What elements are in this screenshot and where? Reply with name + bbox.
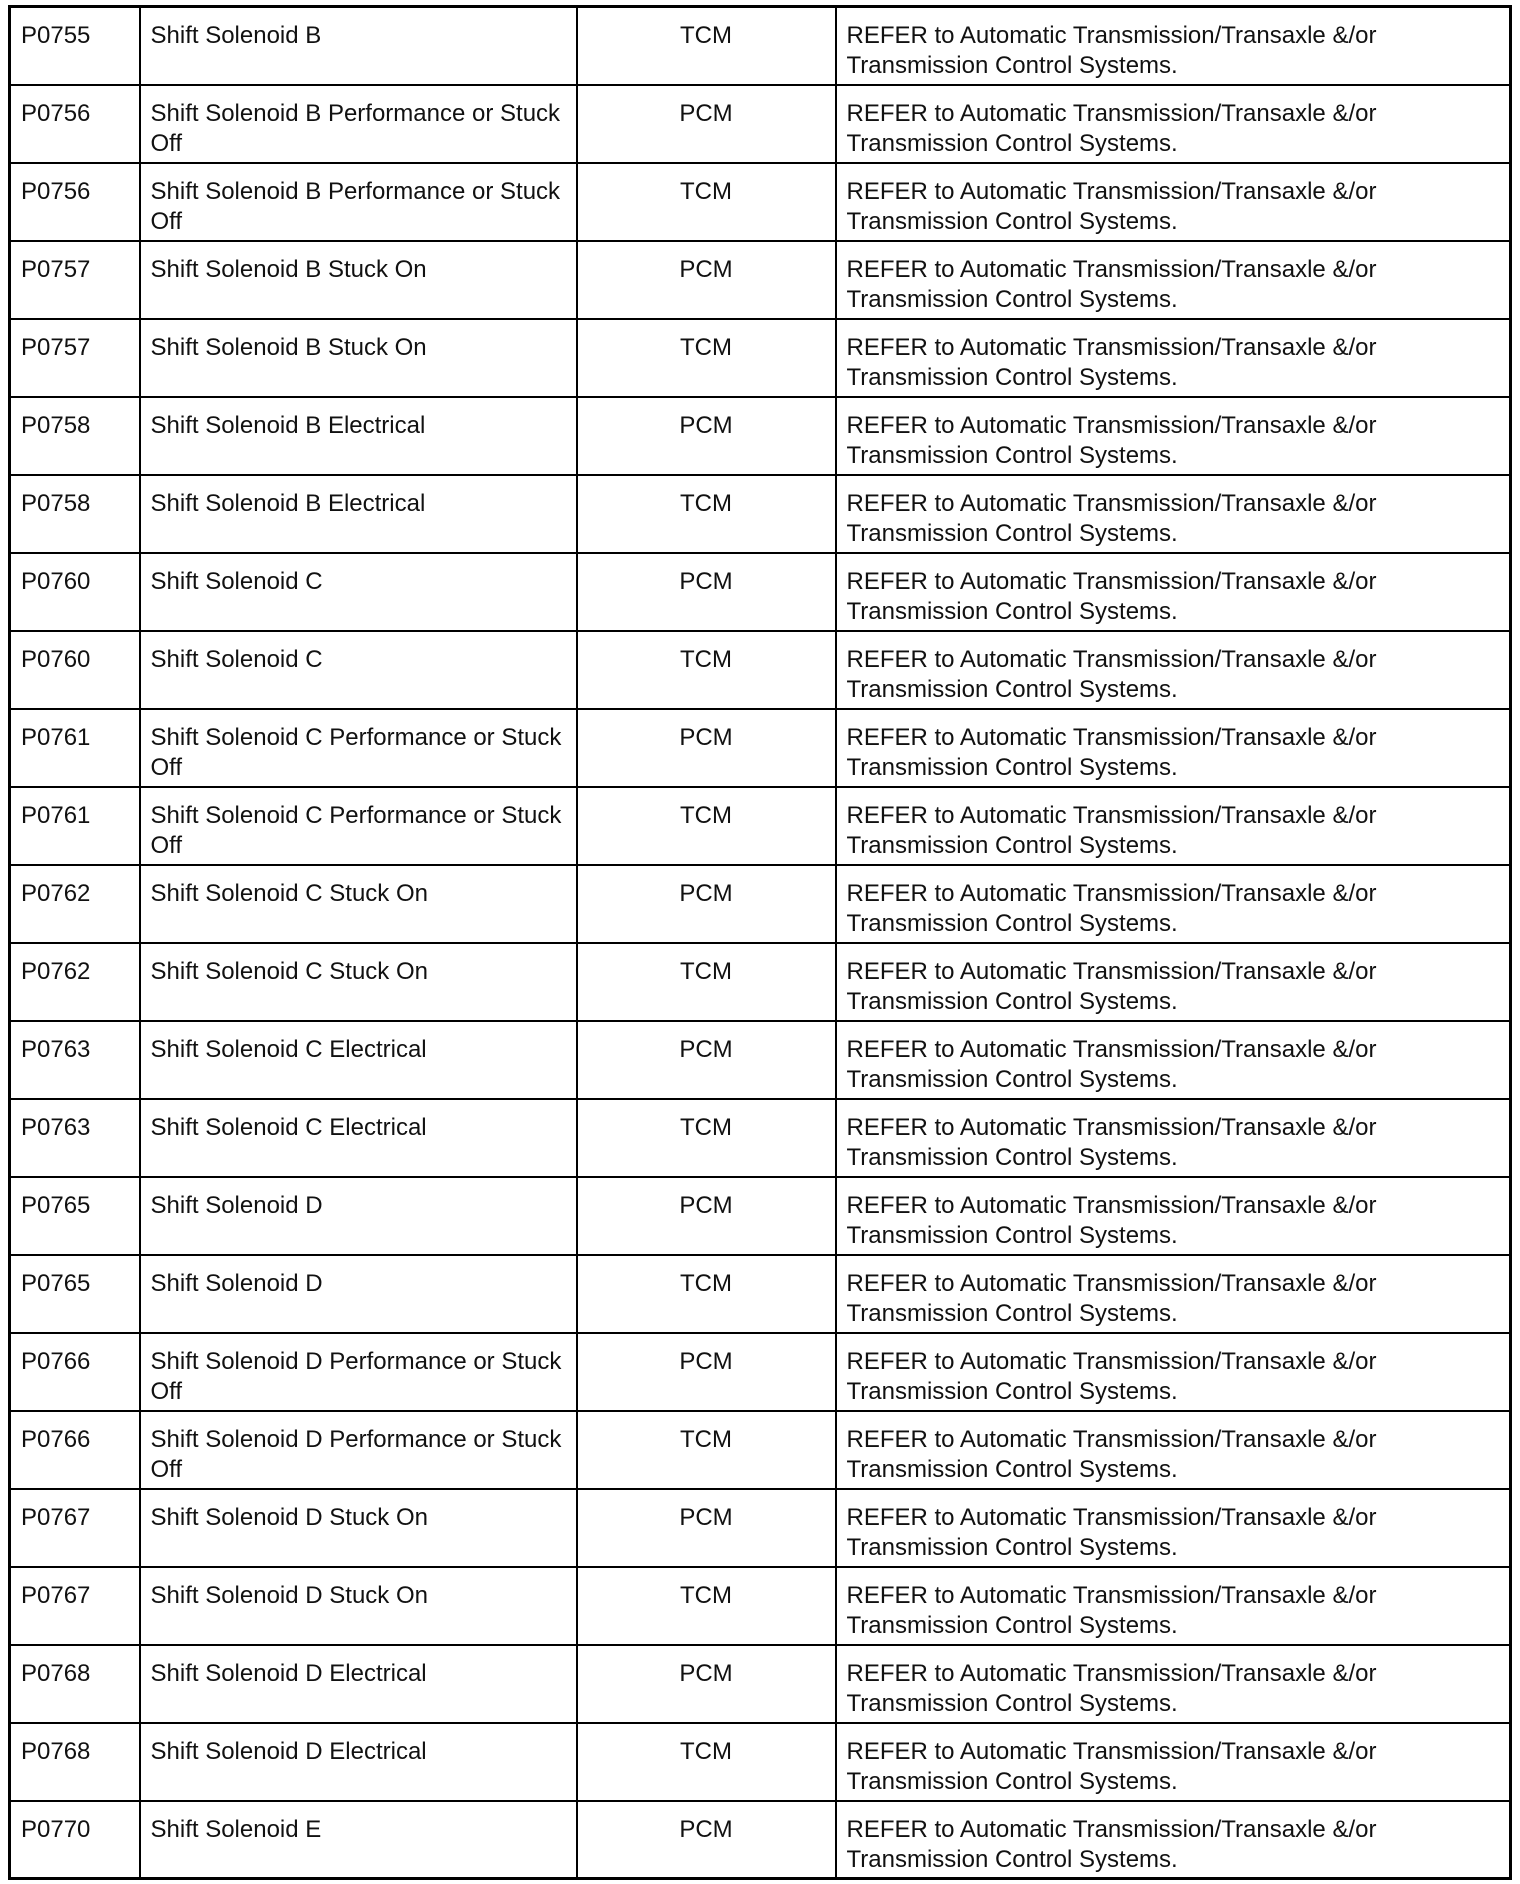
dtc-description-cell: Shift Solenoid B Performance or Stuck Off [140, 163, 577, 241]
action-cell: REFER to Automatic Transmission/Transaxle &/or Transmission Control Systems. [836, 787, 1511, 865]
dtc-description-cell: Shift Solenoid C Stuck On [140, 943, 577, 1021]
dtc-code-cell: P0766 [10, 1333, 140, 1411]
action-cell: REFER to Automatic Transmission/Transaxle &/or Transmission Control Systems. [836, 1567, 1511, 1645]
table-row [10, 1021, 1511, 1099]
dtc-description-cell: Shift Solenoid D [140, 1177, 577, 1255]
module-cell: PCM [577, 1177, 836, 1255]
dtc-description-cell: Shift Solenoid C [140, 553, 577, 631]
action-cell: REFER to Automatic Transmission/Transaxle &/or Transmission Control Systems. [836, 943, 1511, 1021]
table-row [10, 1411, 1511, 1489]
dtc-code-cell: P0755 [10, 7, 140, 85]
table-row [10, 397, 1511, 475]
table-row [10, 319, 1511, 397]
action-cell: REFER to Automatic Transmission/Transaxle &/or Transmission Control Systems. [836, 1333, 1511, 1411]
table-row [10, 1177, 1511, 1255]
module-cell: PCM [577, 709, 836, 787]
dtc-table [8, 5, 1512, 1880]
module-cell: TCM [577, 1099, 836, 1177]
dtc-code-cell: P0756 [10, 163, 140, 241]
dtc-description-cell: Shift Solenoid D Stuck On [140, 1567, 577, 1645]
dtc-description-cell: Shift Solenoid C Performance or Stuck Off [140, 709, 577, 787]
table-row [10, 631, 1511, 709]
action-cell: REFER to Automatic Transmission/Transaxle &/or Transmission Control Systems. [836, 475, 1511, 553]
dtc-description-cell: Shift Solenoid B Electrical [140, 397, 577, 475]
action-cell: REFER to Automatic Transmission/Transaxle &/or Transmission Control Systems. [836, 85, 1511, 163]
table-row [10, 865, 1511, 943]
table-row [10, 7, 1511, 85]
dtc-code-cell: P0761 [10, 709, 140, 787]
table-row [10, 1723, 1511, 1801]
action-cell: REFER to Automatic Transmission/Transaxle &/or Transmission Control Systems. [836, 1255, 1511, 1333]
table-row [10, 1099, 1511, 1177]
table-row [10, 943, 1511, 1021]
dtc-code-cell: P0770 [10, 1801, 140, 1879]
dtc-description-cell: Shift Solenoid E [140, 1801, 577, 1879]
dtc-description-cell: Shift Solenoid B [140, 7, 577, 85]
dtc-description-cell: Shift Solenoid B Stuck On [140, 319, 577, 397]
table-row [10, 787, 1511, 865]
dtc-description-cell: Shift Solenoid C Electrical [140, 1021, 577, 1099]
action-cell: REFER to Automatic Transmission/Transaxle &/or Transmission Control Systems. [836, 1489, 1511, 1567]
module-cell: TCM [577, 7, 836, 85]
dtc-code-cell: P0761 [10, 787, 140, 865]
action-cell: REFER to Automatic Transmission/Transaxle &/or Transmission Control Systems. [836, 241, 1511, 319]
dtc-code-cell: P0763 [10, 1021, 140, 1099]
table-row [10, 1255, 1511, 1333]
table-row [10, 1489, 1511, 1567]
table-row [10, 1333, 1511, 1411]
dtc-code-cell: P0758 [10, 397, 140, 475]
module-cell: TCM [577, 475, 836, 553]
module-cell: PCM [577, 1645, 836, 1723]
dtc-code-cell: P0767 [10, 1567, 140, 1645]
module-cell: PCM [577, 1021, 836, 1099]
dtc-description-cell: Shift Solenoid D Electrical [140, 1645, 577, 1723]
dtc-code-cell: P0768 [10, 1723, 140, 1801]
module-cell: TCM [577, 631, 836, 709]
action-cell: REFER to Automatic Transmission/Transaxle &/or Transmission Control Systems. [836, 1021, 1511, 1099]
module-cell: TCM [577, 943, 836, 1021]
action-cell: REFER to Automatic Transmission/Transaxle &/or Transmission Control Systems. [836, 1099, 1511, 1177]
dtc-description-cell: Shift Solenoid D [140, 1255, 577, 1333]
action-cell: REFER to Automatic Transmission/Transaxle &/or Transmission Control Systems. [836, 1411, 1511, 1489]
action-cell: REFER to Automatic Transmission/Transaxle &/or Transmission Control Systems. [836, 865, 1511, 943]
table-row [10, 1801, 1511, 1879]
dtc-description-cell: Shift Solenoid B Performance or Stuck Off [140, 85, 577, 163]
dtc-code-cell: P0757 [10, 319, 140, 397]
dtc-table-body [10, 7, 1511, 1879]
dtc-code-cell: P0765 [10, 1255, 140, 1333]
module-cell: PCM [577, 1801, 836, 1879]
module-cell: PCM [577, 553, 836, 631]
action-cell: REFER to Automatic Transmission/Transaxle &/or Transmission Control Systems. [836, 319, 1511, 397]
module-cell: TCM [577, 1567, 836, 1645]
action-cell: REFER to Automatic Transmission/Transaxle &/or Transmission Control Systems. [836, 1801, 1511, 1879]
table-row [10, 1567, 1511, 1645]
dtc-code-cell: P0763 [10, 1099, 140, 1177]
dtc-description-cell: Shift Solenoid D Electrical [140, 1723, 577, 1801]
action-cell: REFER to Automatic Transmission/Transaxle &/or Transmission Control Systems. [836, 397, 1511, 475]
action-cell: REFER to Automatic Transmission/Transaxle &/or Transmission Control Systems. [836, 1645, 1511, 1723]
table-row [10, 475, 1511, 553]
dtc-code-cell: P0767 [10, 1489, 140, 1567]
dtc-description-cell: Shift Solenoid D Performance or Stuck Off [140, 1411, 577, 1489]
dtc-code-cell: P0762 [10, 865, 140, 943]
module-cell: PCM [577, 865, 836, 943]
table-row [10, 709, 1511, 787]
action-cell: REFER to Automatic Transmission/Transaxle &/or Transmission Control Systems. [836, 553, 1511, 631]
module-cell: PCM [577, 1333, 836, 1411]
dtc-description-cell: Shift Solenoid C Stuck On [140, 865, 577, 943]
table-row [10, 1645, 1511, 1723]
module-cell: PCM [577, 241, 836, 319]
module-cell: TCM [577, 1411, 836, 1489]
action-cell: REFER to Automatic Transmission/Transaxle &/or Transmission Control Systems. [836, 709, 1511, 787]
table-row [10, 163, 1511, 241]
module-cell: PCM [577, 1489, 836, 1567]
dtc-description-cell: Shift Solenoid C Electrical [140, 1099, 577, 1177]
dtc-description-cell: Shift Solenoid C Performance or Stuck Off [140, 787, 577, 865]
dtc-code-cell: P0760 [10, 553, 140, 631]
action-cell: REFER to Automatic Transmission/Transaxle &/or Transmission Control Systems. [836, 163, 1511, 241]
action-cell: REFER to Automatic Transmission/Transaxle &/or Transmission Control Systems. [836, 631, 1511, 709]
action-cell: REFER to Automatic Transmission/Transaxle &/or Transmission Control Systems. [836, 7, 1511, 85]
action-cell: REFER to Automatic Transmission/Transaxle &/or Transmission Control Systems. [836, 1177, 1511, 1255]
dtc-code-cell: P0756 [10, 85, 140, 163]
table-row [10, 553, 1511, 631]
action-cell: REFER to Automatic Transmission/Transaxle &/or Transmission Control Systems. [836, 1723, 1511, 1801]
dtc-description-cell: Shift Solenoid C [140, 631, 577, 709]
module-cell: TCM [577, 787, 836, 865]
dtc-code-cell: P0757 [10, 241, 140, 319]
dtc-code-cell: P0762 [10, 943, 140, 1021]
module-cell: TCM [577, 163, 836, 241]
dtc-code-cell: P0758 [10, 475, 140, 553]
table-row [10, 241, 1511, 319]
dtc-code-cell: P0765 [10, 1177, 140, 1255]
dtc-description-cell: Shift Solenoid B Stuck On [140, 241, 577, 319]
module-cell: TCM [577, 319, 836, 397]
dtc-code-cell: P0766 [10, 1411, 140, 1489]
module-cell: PCM [577, 397, 836, 475]
dtc-description-cell: Shift Solenoid D Performance or Stuck Off [140, 1333, 577, 1411]
document-page [8, 5, 1512, 1878]
module-cell: PCM [577, 85, 836, 163]
dtc-description-cell: Shift Solenoid D Stuck On [140, 1489, 577, 1567]
dtc-code-cell: P0760 [10, 631, 140, 709]
table-row [10, 85, 1511, 163]
module-cell: TCM [577, 1255, 836, 1333]
module-cell: TCM [577, 1723, 836, 1801]
dtc-description-cell: Shift Solenoid B Electrical [140, 475, 577, 553]
dtc-code-cell: P0768 [10, 1645, 140, 1723]
